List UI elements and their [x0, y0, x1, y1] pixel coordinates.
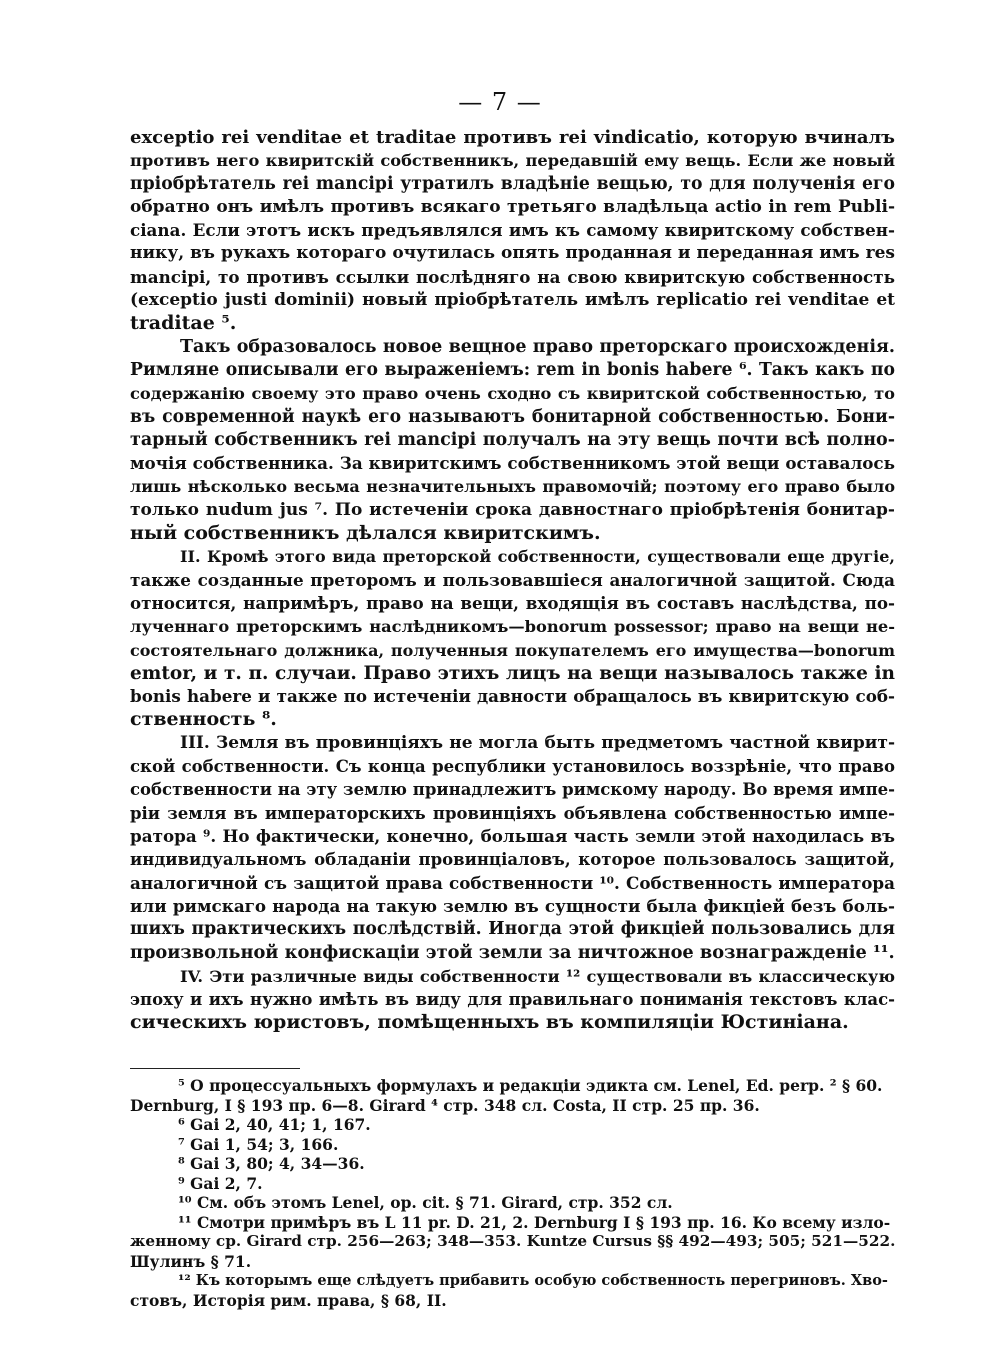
body-line: ской собственности. Съ конца республики установилось воззрѣніе, что право: [130, 757, 895, 777]
body-line: IV. Эти различные виды собственности ¹² существовали въ классическую: [180, 966, 895, 986]
footnote-divider: [130, 1068, 300, 1069]
footnote-line: ¹¹ Смотри примѣръ въ L 11 pr. D. 21, 2. Dernburg I § 193 пр. 16. Ко всему изло-: [178, 1212, 891, 1232]
body-line: также созданные преторомъ и пользовавшіеся аналогичной защитой. Сюда: [130, 569, 895, 590]
body-line: лученнаго преторскимъ наслѣдникомъ—bonorum possessor; право на вещи не-: [130, 617, 895, 637]
body-line: bonis habere и также по истеченіи давности обращалось въ квиритскую соб-: [130, 686, 895, 707]
body-line: (exceptio justi dominii) новый пріобрѣтатель имѣлъ replicatio rei venditae et: [130, 290, 895, 311]
body-line: обратно онъ имѣлъ противъ всякаго третьяго владѣльца actio in rem Publi-: [130, 196, 895, 217]
page-number: — 7 —: [458, 88, 542, 116]
body-line: mancipi, то противъ ссылки послѣдняго на свою квиритскую собственность: [130, 266, 895, 287]
body-line: III. Земля въ провинціяхъ не могла быть предметомъ частной квирит-: [180, 732, 895, 753]
body-line: ріи земля въ императорскихъ провинціяхъ объявлена собственностью импе-: [130, 803, 895, 823]
body-line: лишь нѣсколько весьма незначительныхъ правомочій; поэтому его право было: [130, 477, 895, 497]
body-line: содержанію своему это право очень сходно съ квиритской собственностью, то: [130, 384, 895, 404]
body-line: нику, въ рукахъ котораго очутилась опять проданная и переданная имъ res: [130, 243, 895, 264]
body-line: противъ него квиритскій собственникъ, передавшій ему вещь. Если же новый: [130, 151, 895, 171]
body-line: состоятельнаго должника, полученныя покупателемъ его имущества—bonorum: [130, 640, 895, 660]
body-line: произвольной конфискаціи этой земли за ничтожное вознагражденіе ¹¹.: [130, 942, 895, 964]
body-line: пріобрѣтатель rei mancipi утратилъ владѣніе вещью, то для полученія его: [130, 173, 895, 194]
footnote-line: Шулинъ § 71.: [130, 1251, 252, 1271]
footnote-line: ¹² Къ которымъ еще слѣдуетъ прибавить особую собственность перегриновъ. Хво-: [178, 1272, 888, 1289]
footnote-line: женному ср. Girard стр. 256—263; 348—353. Kuntze Cursus §§ 492—493; 505; 521—522.: [130, 1232, 896, 1250]
body-line: аналогичной съ защитой права собственности ¹⁰. Собственность императора: [130, 872, 895, 893]
footnote-line: ⁶ Gai 2, 40, 41; 1, 167.: [178, 1115, 371, 1134]
footnote-line: ⁹ Gai 2, 7.: [178, 1173, 263, 1193]
footnote-line: ⁵ О процессуальныхъ формулахъ и редакціи эдикта см. Lenel, Ed. perp. ² § 60.: [178, 1076, 883, 1095]
body-line: Римляне описывали его выраженіемъ: rem in bonis habere ⁶. Такъ какъ по: [130, 359, 895, 380]
body-line: traditae ⁵.: [130, 312, 237, 335]
body-line: относится, напримѣръ, право на вещи, входящія въ составъ наслѣдства, по-: [130, 592, 895, 613]
body-line: въ современной наукѣ его называютъ бонитарной собственностью. Бони-: [130, 406, 895, 427]
body-line: ciana. Если этотъ искъ предъявлялся имъ къ самому квиритскому собствен-: [130, 220, 895, 241]
body-line: II. Кромѣ этого вида преторской собственности, существовали еще другіе,: [180, 547, 895, 567]
body-text: [130, 126, 895, 1035]
body-line: ратора ⁹. Но фактически, конечно, большая часть земли этой находилась въ: [130, 825, 895, 846]
body-line: ный собственникъ дѣлался квиритскимъ.: [130, 522, 601, 545]
body-line: exceptio rei venditae et traditae противъ rei vindicatio, которую вчиналъ: [130, 127, 895, 148]
body-line: эпоху и ихъ нужно имѣть въ виду для правильнаго пониманія текстовъ клас-: [130, 989, 895, 1009]
body-line: шихъ практическихъ послѣдствій. Иногда этой фикціей пользовались для: [130, 919, 895, 940]
body-line: только nudum jus ⁷. По истеченіи срока давностнаго пріобрѣтенія бонитар-: [130, 499, 895, 520]
body-line: индивидуальномъ обладаніи провинціаловъ, которое пользовалось защитой,: [130, 850, 895, 870]
body-line: собственности на эту землю принадлежитъ римскому народу. Во время импе-: [130, 780, 895, 800]
footnote-line: ⁸ Gai 3, 80; 4, 34—36.: [178, 1154, 365, 1173]
body-line: сическихъ юристовъ, помѣщенныхъ въ компиляціи Юстиніана.: [130, 1011, 849, 1034]
body-line: Такъ образовалось новое вещное право преторскаго происхожденія.: [180, 336, 895, 357]
body-line: мочія собственника. За квиритскимъ собственникомъ этой вещи оставалось: [130, 453, 895, 474]
footnote-line: стовъ, Исторія рим. права, § 68, II.: [130, 1290, 447, 1310]
body-line: тарный собственникъ rei mancipi получалъ на эту вещь почти всѣ полно-: [130, 429, 895, 450]
footnotes: [130, 1076, 895, 1310]
footnote-line: ⁷ Gai 1, 54; 3, 166.: [178, 1134, 339, 1154]
body-line: или римскаго народа на такую землю въ сущности была фикціей безъ боль-: [130, 895, 895, 916]
footnote-line: ¹⁰ См. объ этомъ Lenel, op. cit. § 71. Girard, стр. 352 сл.: [178, 1193, 673, 1212]
body-line: emtor, и т. п. случаи. Право этихъ лицъ на вещи называлось также in: [130, 662, 895, 684]
body-line: ственность ⁸.: [130, 708, 277, 731]
footnote-line: Dernburg, I § 193 пр. 6—8. Girard ⁴ стр. 348 сл. Costa, II стр. 25 пр. 36.: [130, 1095, 760, 1115]
